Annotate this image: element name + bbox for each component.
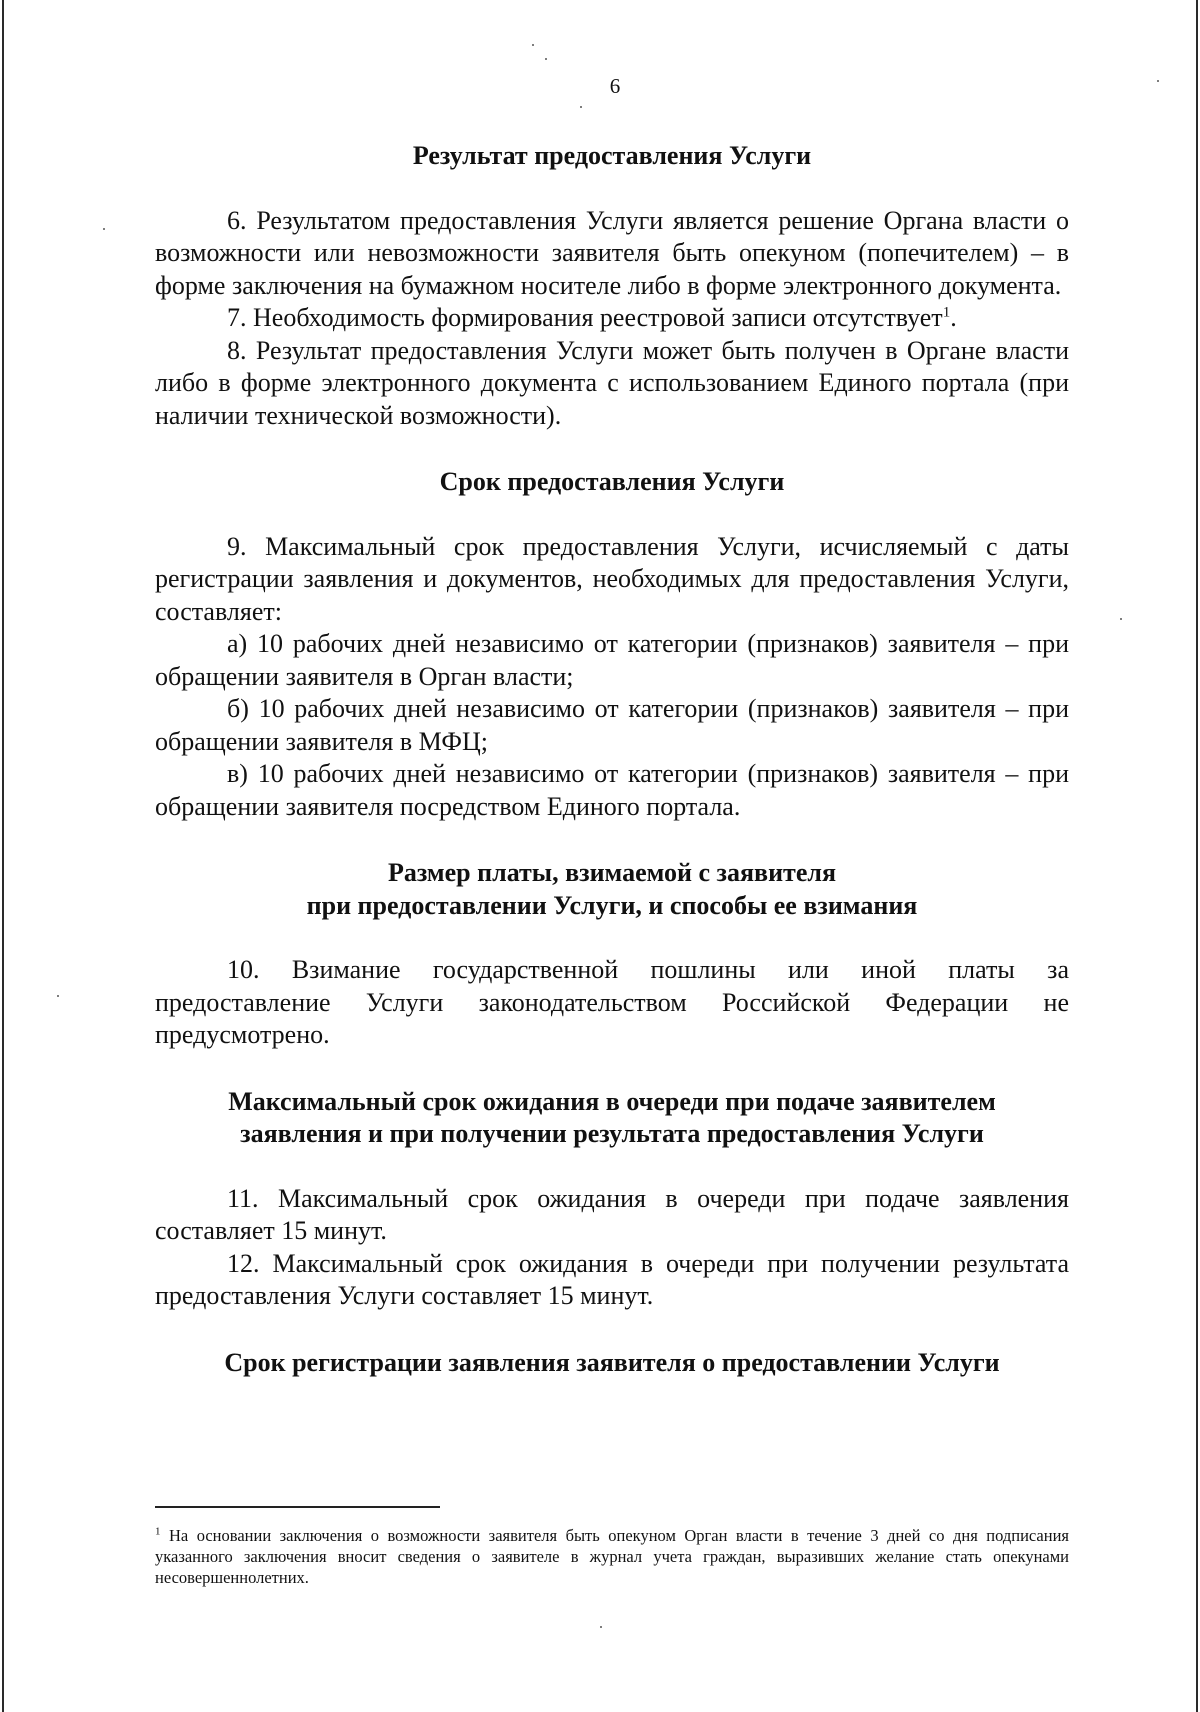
scan-edge-left — [2, 0, 4, 1712]
scan-speck — [1120, 618, 1122, 620]
scan-edge-right — [1196, 0, 1198, 1712]
paragraph-8: 8. Результат предоставления Услуги может быть получен в Органе власти либо в форме электронного документа с использованием Единого портала (при наличии технической возможности). — [155, 335, 1069, 430]
section-heading-registration: Срок регистрации заявления заявителя о предоставлении Услуги — [224, 1347, 1000, 1377]
paragraph-9c: в) 10 рабочих дней независимо от категории (признаков) заявителя – при обращении заявителя посредством Единого портала. — [155, 759, 1069, 821]
paragraph-10: 10. Взимание государственной пошлины или иной платы за предоставление Услуги законодательством Российской Федерации не предусмотрено. — [155, 955, 1069, 1049]
section-heading-result: Результат предоставления Услуги — [412, 141, 812, 170]
section-heading-fee-line-1: Размер платы, взимаемой с заявителя — [387, 858, 837, 887]
paragraph-9: 9. Максимальный срок предоставления Услуги, исчисляемый с даты регистрации заявления и документов, необходимых для предоставления Услуги, составляет: — [155, 531, 1069, 626]
footnote — [155, 1525, 1069, 1588]
scan-speck — [545, 58, 547, 60]
paragraph-9a: а) 10 рабочих дней независимо от категории (признаков) заявителя – при обращении заявителя в Орган власти; — [155, 629, 1069, 691]
section-heading-queue-line-1: Максимальный срок ожидания в очереди при подаче заявителем — [228, 1086, 996, 1116]
footnote-text: На основании заключения о возможности заявителя быть опекуном Орган власти в течение 3 дней со дня подписания указанного заключения вносит сведения о заявителе в журнал учета граждан, выразивших желание стать опекунами несовершеннолетних. — [155, 1526, 1070, 1587]
paragraph-7 — [155, 302, 1069, 335]
scan-speck — [103, 228, 105, 230]
section-heading-fee-line-2: при предоставлении Услуги, и способы ее взимания — [306, 890, 918, 920]
scan-speck — [532, 44, 534, 46]
footnote-divider — [155, 1506, 440, 1508]
paragraph-9b: б) 10 рабочих дней независимо от категории (признаков) заявителя – при обращении заявителя в МФЦ; — [155, 694, 1069, 756]
document-body — [155, 140, 1069, 1379]
paragraph-7-text: 7. Необходимость формирования реестровой записи отсутствует — [227, 303, 943, 332]
paragraph-12: 12. Максимальный срок ожидания в очереди при получении результата предоставления Услуги составляет 15 минут. — [155, 1248, 1069, 1310]
paragraph-6: 6. Результатом предоставления Услуги является решение Органа власти о возможности или невозможности заявителя быть опекуном (попечителем) – в форме заключения на бумажном носителе либо в форме электронного документа. — [155, 205, 1069, 300]
scan-speck — [57, 995, 59, 997]
footnote-reference[interactable]: 1 — [942, 304, 951, 321]
page-number: 6 — [609, 74, 621, 98]
section-heading-queue-line-2: заявления и при получении результата предоставления Услуги — [240, 1119, 984, 1148]
paragraph-11: 11. Максимальный срок ожидания в очереди при подаче заявления составляет 15 минут. — [155, 1183, 1069, 1245]
scan-speck — [580, 106, 582, 108]
scan-speck — [600, 1626, 602, 1628]
footnote-mark: 1 — [155, 1525, 161, 1538]
section-heading-term: Срок предоставления Услуги — [439, 467, 785, 496]
paragraph-7-end: . — [950, 303, 957, 332]
